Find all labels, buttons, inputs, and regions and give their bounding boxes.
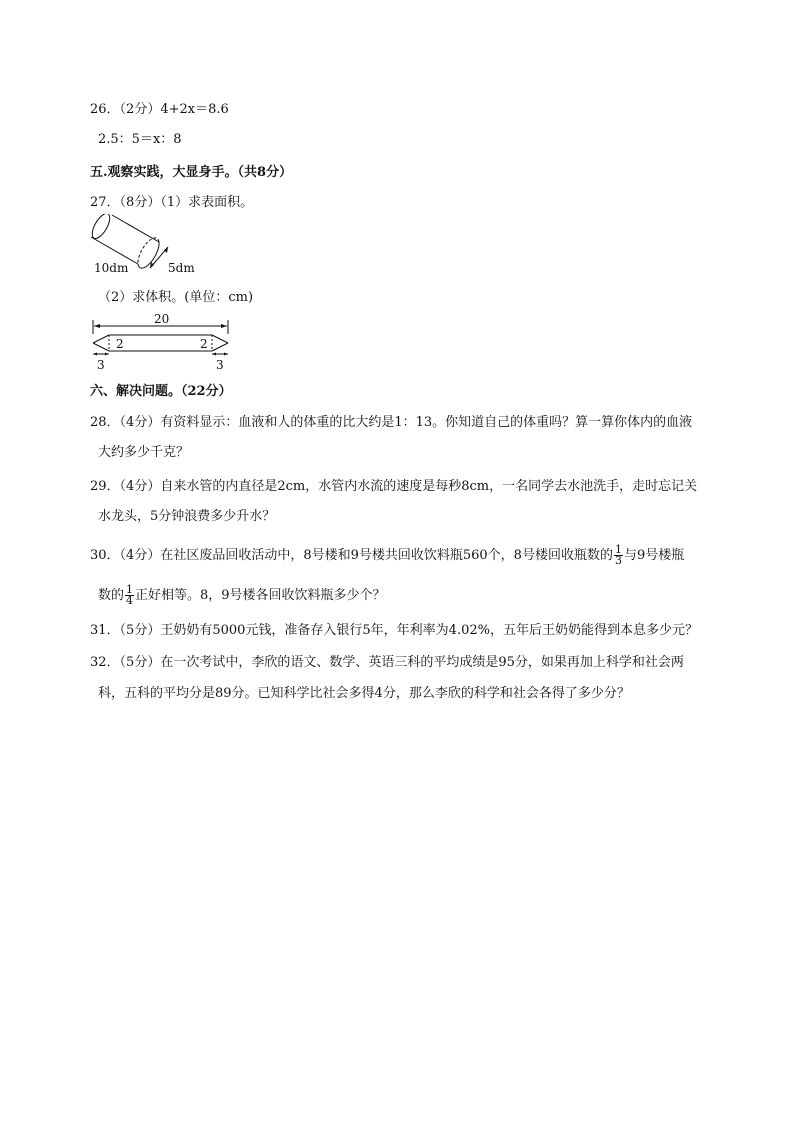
- q30-line2-text-b: 正好相等。8，9号楼各回收饮料瓶多少个？: [135, 588, 386, 603]
- q30-line1-text-a: 30．（4分）在社区废品回收活动中，8号楼和9号楼共回收饮料瓶560个，8号楼回收瓶数的: [90, 548, 613, 563]
- q30-line1: [90, 545, 684, 566]
- q31-line1: 31．（5分）王奶奶有5000元钱，准备存入银行5年，年利率为4.02%，五年后王奶奶能得到本息多少元？: [90, 623, 698, 638]
- rod-right-bottom-label: 3: [216, 358, 224, 372]
- q30-line2: [98, 585, 386, 606]
- rod-left-bottom-label: 3: [97, 358, 105, 372]
- cylinder-length-label: 10dm: [94, 261, 129, 275]
- cylinder-figure: [88, 214, 208, 280]
- q30-line2-text-a: 数的: [98, 588, 125, 603]
- rod-figure: [88, 312, 238, 374]
- q29-line1: 29．（4分）自来水管的内直径是2cm，水管内水流的速度是每秒8cm，一名同学去水池洗手，走时忘记关: [90, 479, 698, 494]
- fraction-one-fourth: $\frac{1}{4}$: [126, 583, 134, 607]
- q26-line2: 2.5：5＝x：8: [98, 132, 182, 147]
- rod-right-inner-label: 2: [200, 337, 208, 351]
- cylinder-diameter-label: 5dm: [168, 261, 195, 275]
- q28-line1: 28．（4分）有资料显示：血液和人的体重的比大约是1：13。你知道自己的体重吗？算一算你体内的血液: [90, 415, 693, 430]
- q32-line2: 科，五科的平均分是89分。已知科学比社会多得4分，那么李欣的科学和社会各得了多少分？: [98, 686, 630, 701]
- q27-line2: （2）求体积。(单位：cm): [98, 290, 254, 305]
- section6-title: 六、解决问题。（22分）: [90, 384, 232, 399]
- rod-left-inner-label: 2: [116, 337, 124, 351]
- q26-line1: 26．（2分）4+2x＝8.6: [90, 102, 229, 117]
- q32-line1: 32．（5分）在一次考试中，李欣的语文、数学、英语三科的平均成绩是95分，如果再加上科学和社会两: [90, 655, 684, 670]
- q29-line2: 水龙头，5分钟浪费多少升水？: [98, 509, 276, 524]
- fraction-one-third: $\frac{1}{3}$: [614, 543, 622, 567]
- section5-title: 五.观察实践，大显身手。（共8分）: [90, 165, 293, 180]
- q30-line1-text-b: 与9号楼瓶: [623, 548, 685, 563]
- q27-line1: 27．（8分）（1）求表面积。: [90, 195, 254, 210]
- rod-length-label: 20: [154, 312, 170, 326]
- q28-line2: 大约多少千克？: [98, 445, 190, 460]
